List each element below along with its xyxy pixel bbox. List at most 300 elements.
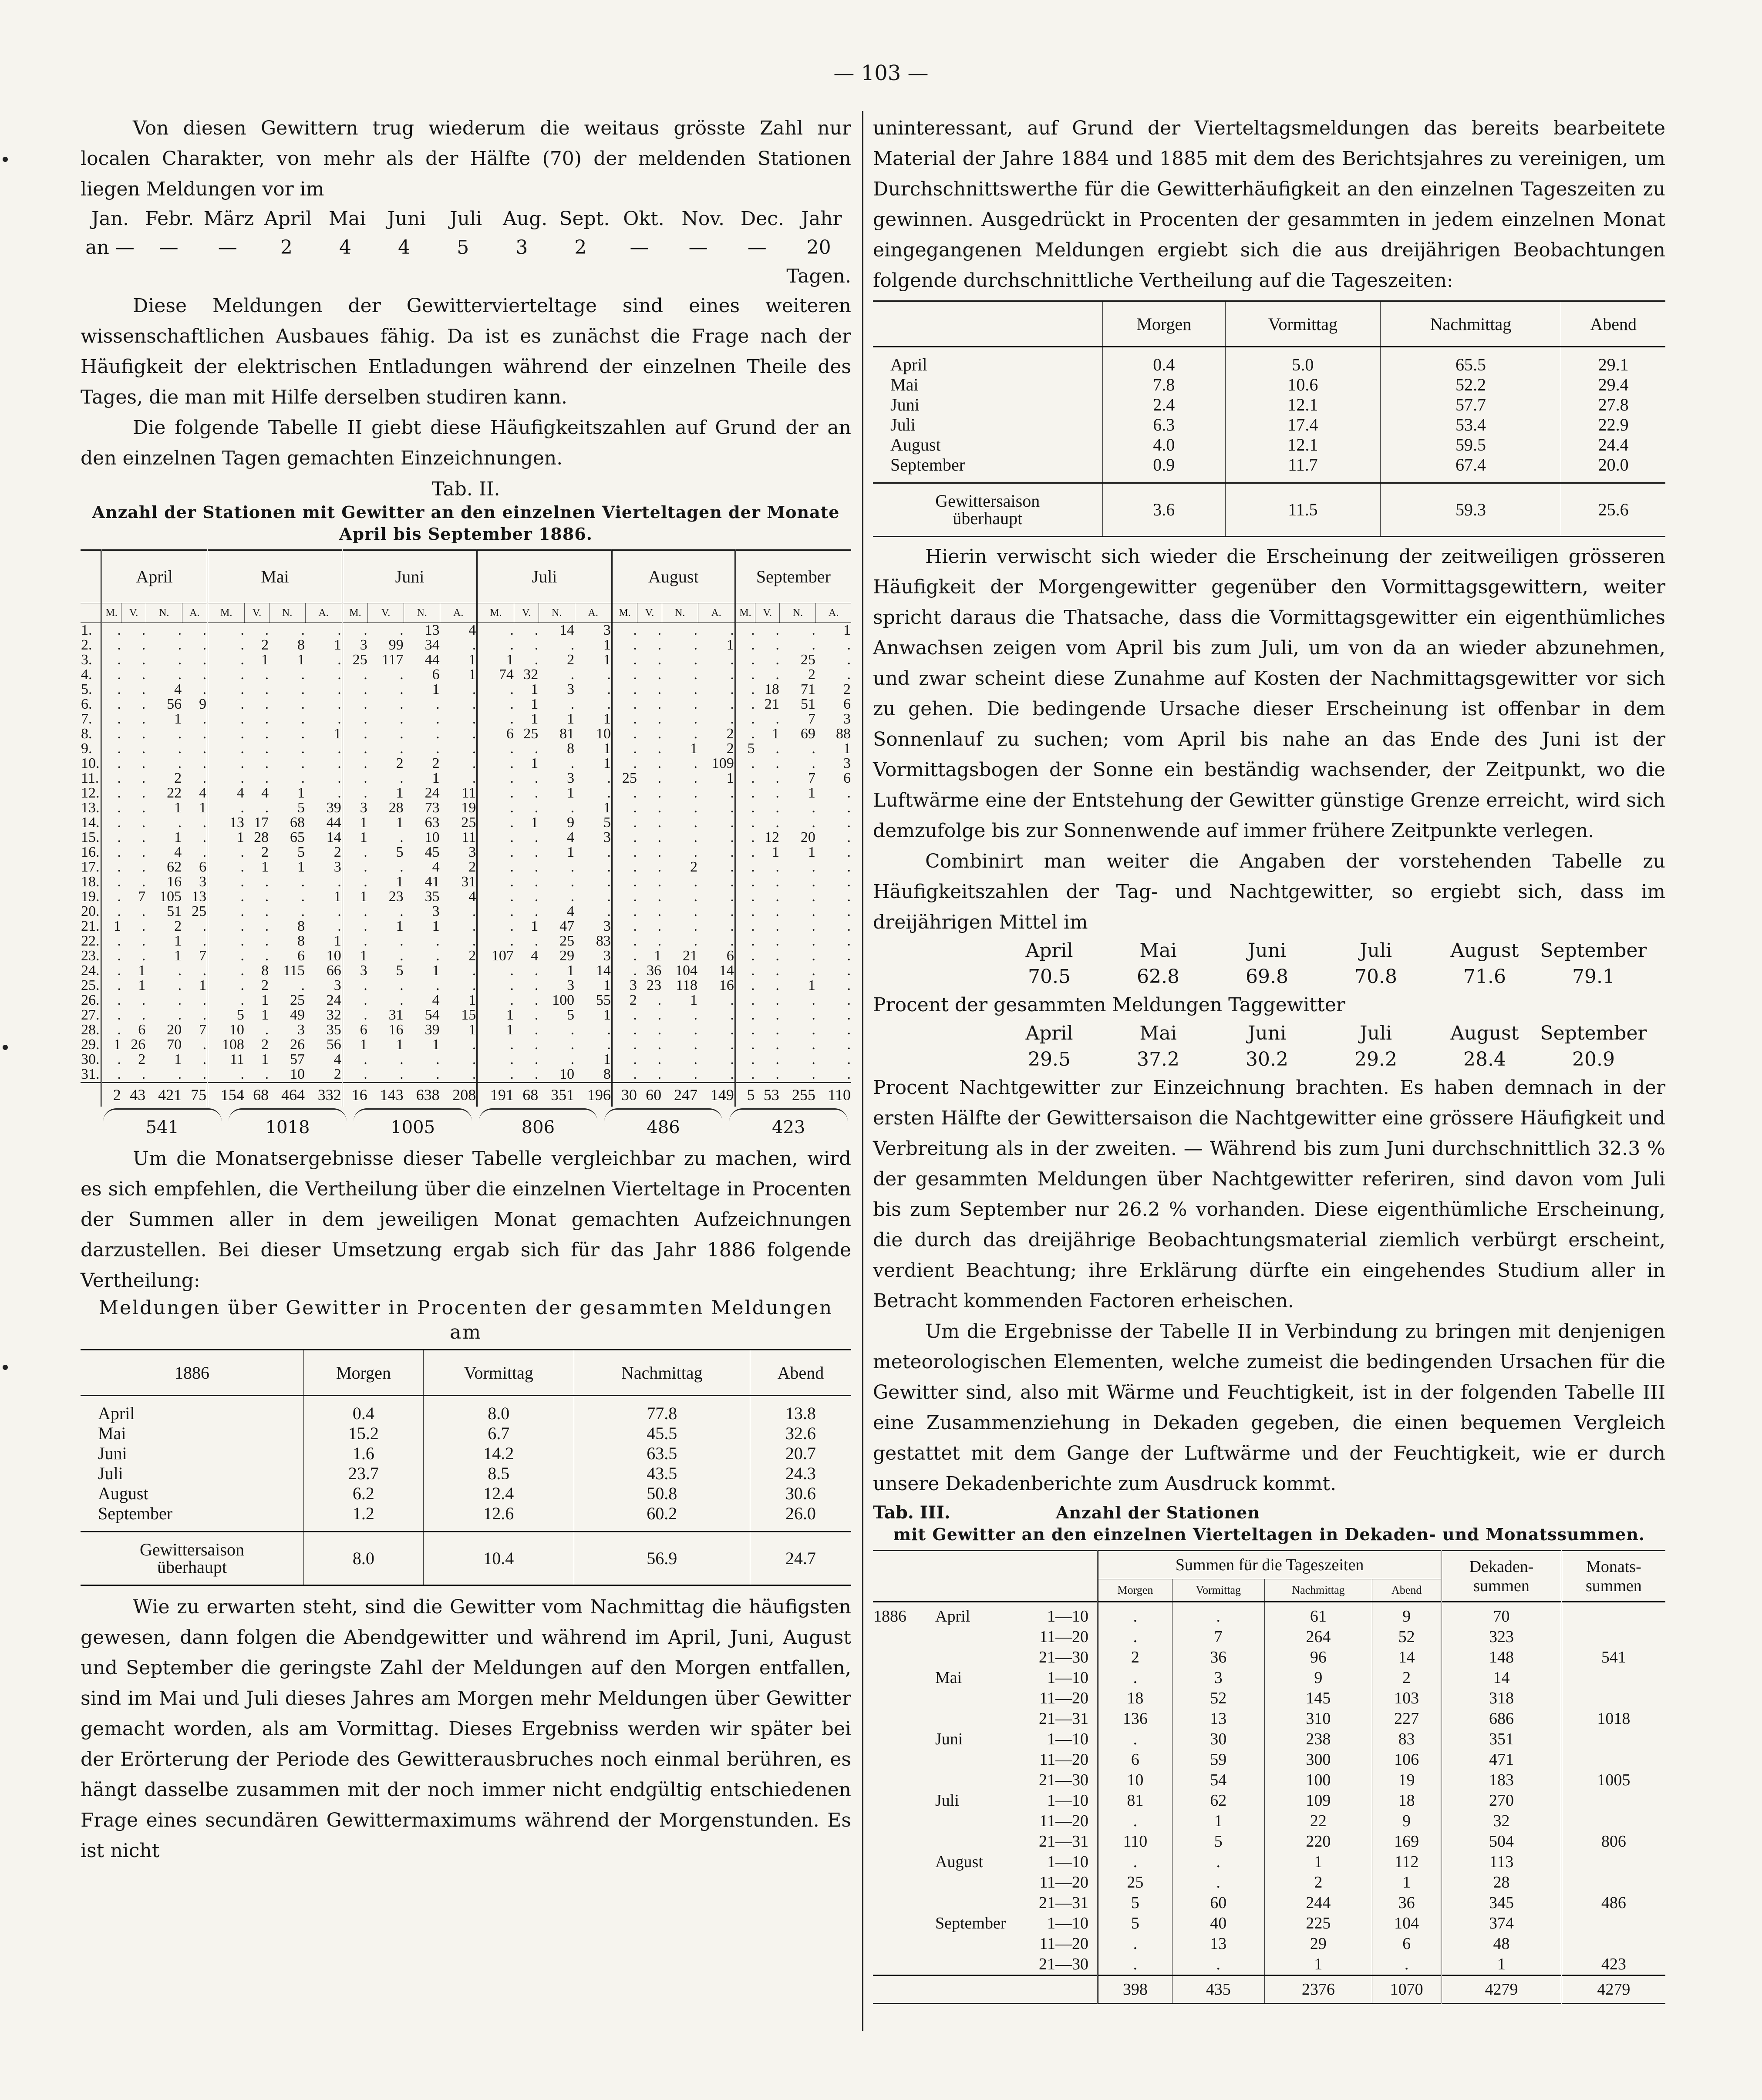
column-header: Morgen [1102,301,1226,347]
value-cell: . [1172,1872,1264,1893]
value-cell: . [301,888,305,905]
value-cell: . [775,1007,779,1023]
value-cell: . [812,814,815,831]
value-cell: . [400,740,404,757]
value-cell: 136 [1098,1709,1172,1729]
value-cell: 1 [531,918,539,934]
value-cell: . [812,740,815,757]
value-cell: . [775,992,779,1008]
value-cell: . [337,770,341,786]
value-cell: . [178,977,182,993]
table-row [81,949,851,963]
right-column [873,113,1665,2004]
value-cell: 41 [424,874,440,890]
value-cell: 74 [477,667,514,682]
sum-cell: 75 [182,1083,208,1107]
value-cell: 3 [199,874,207,890]
value-cell: . [400,859,404,875]
year-cell [873,1688,935,1709]
value-cell: . [775,962,779,979]
value-cell: . [342,667,368,682]
value-cell: . [812,918,815,934]
value-cell: 5 [1098,1893,1172,1913]
value-cell: . [607,844,611,860]
sum-cell: 43 [121,1083,146,1107]
subcolumn-header: Abend [1372,1579,1442,1602]
value-cell: . [436,711,440,727]
value-cell: . [775,948,779,964]
months-values-row [81,233,851,291]
paragraph: Combinirt man weiter die Angaben der vorstehenden Tabelle zu Häufigkeitszahlen der Tag- und Nachtgewitter, so ergiebt sich, dass im dreijährigen Mittel im [873,850,1665,933]
value-cell: . [657,874,662,890]
value-cell: . [265,770,269,786]
value-cell: 3 [843,755,851,771]
quarter-header: N. [269,603,305,623]
value-cell: . [477,904,514,919]
value-cell: . [657,785,662,801]
percent-table-average [873,300,1665,537]
value-cell: 1018 [1561,1709,1665,1729]
value-cell: . [775,859,779,875]
value-cell: . [735,1008,755,1023]
value-cell: . [202,992,207,1008]
table-row [873,1790,1665,1811]
value-cell: 10 [290,1066,305,1082]
value-cell: . [400,666,404,683]
value-cell: 6.2 [304,1484,424,1504]
table-iii [873,1550,1665,2004]
day-cell: 25. [81,977,100,993]
value-cell: 1 [603,652,611,668]
table-row [81,1484,851,1504]
value-cell: 4 [208,786,245,801]
table-row [81,638,851,653]
column-header: 1886 [81,1350,304,1396]
value-cell: 11 [462,829,476,845]
day-cell: 8. [81,726,92,742]
value-cell: . [847,814,851,831]
day-cell: 11. [81,770,99,786]
month-header: Juli [477,550,612,603]
value-cell: 1 [567,711,575,727]
value-cell: . [812,874,815,890]
value-cell: . [301,740,305,757]
day-cell: 17. [81,859,100,875]
year-cell [873,1913,935,1934]
value-cell: 6 [477,727,514,741]
value-cell: . [141,1007,146,1023]
value-cell: 10.6 [1226,375,1381,395]
value-cell: . [607,1022,611,1038]
range-cell: 1—10 [1047,1791,1088,1810]
month-cell: August [935,1853,983,1871]
value-cell: 20.0 [1561,455,1665,483]
value-cell: 423 [1561,1954,1665,1975]
day-cell: 5. [81,681,92,697]
value-cell: 1 [603,637,611,653]
month-total: 1018 [229,1108,347,1138]
value-cell: . [342,978,368,993]
sum-cell: 638 [404,1083,440,1107]
value-cell: . [400,829,404,845]
value-cell: 32 [1442,1811,1562,1831]
sum-cell: 149 [698,1083,735,1107]
value-cell: 109 [1264,1790,1372,1811]
value-cell: 115 [283,962,305,979]
value-cell: 1 [342,830,368,845]
value-cell: 100 [1264,1770,1372,1790]
value-cell: . [694,652,698,668]
table-row [81,727,851,741]
value-cell: . [101,756,121,771]
value-cell: 1 [531,755,539,771]
value-cell: . [101,1023,121,1037]
value-cell: 3 [603,948,611,964]
value-cell: . [1098,1729,1172,1750]
value-cell: . [202,1051,207,1067]
value-cell: . [735,756,755,771]
value-cell: . [612,830,637,845]
value-cell: . [472,962,476,979]
value-cell: 99 [388,637,404,653]
value-cell: . [400,948,404,964]
value-cell: 83 [1372,1729,1442,1750]
value-cell: . [400,992,404,1008]
value-cell: . [1172,1954,1264,1975]
value-cell: . [657,903,662,919]
row-value: Juli [1359,1022,1392,1044]
value-cell: . [202,918,207,934]
value-cell: 109 [711,755,734,771]
value-cell: 25 [461,814,476,831]
value-cell: 105 [159,888,182,905]
value-cell: 21 [764,696,779,712]
value-cell: 1 [432,918,440,934]
value-cell: . [534,829,539,845]
table-row [81,934,851,949]
value-cell: 2 [726,740,734,757]
value-cell: 806 [1561,1831,1665,1852]
value-cell: . [202,1037,207,1053]
value-cell: . [202,622,207,638]
quarter-header: V. [755,603,780,623]
value-cell: 5 [396,962,404,979]
value-cell: . [141,918,146,934]
value-cell: . [342,993,368,1008]
value-cell: . [101,653,121,667]
range-cell: 1—10 [1047,1914,1088,1932]
value-cell: . [208,682,245,697]
value-cell: 6 [1372,1934,1442,1954]
value-cell: 96 [1264,1647,1372,1668]
value-cell: 32 [523,666,539,683]
value-cell: 6 [843,696,851,712]
value-cell: . [730,711,734,727]
value-cell: 77.8 [574,1396,750,1424]
value-cell: . [612,623,637,638]
value-cell: 106 [1372,1750,1442,1770]
value-cell: . [775,711,779,727]
value-cell: 19 [461,800,476,816]
table-row [81,1396,851,1424]
corner-cell [81,550,101,603]
value-cell: . [208,860,245,875]
value-cell: . [735,727,755,741]
value-cell: 8 [297,637,305,653]
value-cell: . [342,771,368,786]
row-value: 70.8 [1354,966,1397,988]
value-cell: . [436,740,440,757]
value-cell: 7 [1172,1627,1264,1647]
value-cell: . [208,1067,245,1083]
value-cell: 25 [290,992,305,1008]
row-value: Juni [1247,939,1287,962]
value-cell: . [477,830,514,845]
row-label: April [890,355,927,374]
value-cell: 52.2 [1380,375,1561,395]
month-cell: Mai [935,1669,962,1687]
value-cell: 3 [603,622,611,638]
value-cell: 23 [647,977,662,993]
value-cell: . [141,814,146,831]
year-cell [873,1872,935,1893]
quarter-header: M. [342,603,368,623]
value-cell: . [735,653,755,667]
value-cell: . [735,919,755,934]
value-cell [1561,1750,1665,1770]
value-cell: . [694,1022,698,1038]
value-cell: 3 [432,903,440,919]
value-cell: . [472,770,476,786]
total-cell: 1070 [1372,1975,1442,2004]
month-label: Mai [329,208,366,230]
value-cell: . [208,801,245,815]
value-cell: . [847,1022,851,1038]
value-cell: . [775,1037,779,1053]
value-cell: . [812,637,815,653]
value-cell: . [730,800,734,816]
value-cell: . [1098,1627,1172,1647]
table-row [81,801,851,815]
value-cell: . [101,815,121,830]
table-caption: Tab. II. [431,478,500,500]
range-cell: 1—10 [1047,1607,1088,1625]
value-cell: 3 [334,977,341,993]
value-cell: . [141,874,146,890]
value-cell: . [730,992,734,1008]
value-cell: 12 [764,829,779,845]
month-value: — [218,236,237,259]
value-cell: . [847,785,851,801]
value-cell: . [812,948,815,964]
value-cell: 148 [1442,1647,1562,1668]
value-cell: . [812,800,815,816]
range-cell: 1—10 [1047,1730,1088,1748]
value-cell: 51 [800,696,815,712]
table-row [81,771,851,786]
value-cell: 54 [424,1007,440,1023]
value-cell: . [775,874,779,890]
value-cell: . [477,934,514,949]
value-cell: . [477,993,514,1008]
value-cell: 504 [1442,1831,1562,1852]
value-cell: 1 [174,948,182,964]
value-cell [1561,1602,1665,1627]
paragraph: Die folgende Tabelle II giebt diese Häufigkeitszahlen auf Grund der an den einzelnen Tagen gemachten Einzeichnungen. [81,417,851,469]
value-cell: . [178,1066,182,1082]
value-cell: 12.6 [423,1504,574,1532]
value-cell: . [472,1037,476,1053]
value-cell: 51 [167,903,182,919]
value-cell: 310 [1264,1709,1372,1729]
value-cell: 16 [719,977,734,993]
value-cell: 2 [690,859,698,875]
value-cell: . [735,786,755,801]
value-cell: 7 [199,948,207,964]
subcolumn-header: Vormittag [1172,1579,1264,1602]
table-row [873,1770,1665,1790]
sum-cell: 53 [755,1083,780,1107]
value-cell: . [436,933,440,949]
value-cell: 54 [1172,1770,1264,1790]
day-cell: 26. [81,992,100,1008]
value-cell: . [141,785,146,801]
value-cell: . [730,622,734,638]
value-cell: . [657,1007,662,1023]
value-cell: . [400,622,404,638]
value-cell: 2 [567,652,575,668]
value-cell: . [812,622,815,638]
value-cell [1561,1627,1665,1647]
value-cell: . [477,786,514,801]
day-cell: 29. [81,1037,100,1053]
margin-mark [3,157,8,162]
value-cell: . [570,666,575,683]
value-cell: . [775,1022,779,1038]
value-cell: . [612,949,637,963]
value-cell: . [337,740,341,757]
value-cell: . [812,1022,815,1038]
value-cell: . [337,711,341,727]
value-cell: 2 [334,1066,341,1082]
value-cell: . [141,681,146,697]
value-cell: . [534,844,539,860]
value-cell: 2 [808,666,815,683]
value-cell: 31 [388,1007,404,1023]
month-label: Juni [387,208,426,230]
value-cell: 4 [261,785,269,801]
row-label: Juni [98,1444,127,1463]
value-cell: 68 [290,814,305,831]
value-cell: . [301,755,305,771]
value-cell: . [612,653,637,667]
total-cell: 8.0 [304,1532,424,1585]
sum-cell: 2 [101,1083,121,1107]
value-cell: 1 [297,785,305,801]
month-label: April [264,208,312,230]
value-cell: . [570,1022,575,1038]
value-cell: 1 [808,785,815,801]
table-row [873,1934,1665,1954]
value-cell: . [694,785,698,801]
value-cell: 9 [567,814,575,831]
value-cell: 8 [297,918,305,934]
sum-cell: 421 [146,1083,182,1107]
table-row [81,697,851,712]
value-cell: . [208,727,245,741]
value-cell: . [202,962,207,979]
value-cell: . [301,726,305,742]
value-cell: 1 [432,681,440,697]
value-cell: . [812,1037,815,1053]
value-cell: 3 [843,711,851,727]
value-cell: 22 [167,785,182,801]
value-cell: . [101,727,121,741]
value-cell: 1 [432,962,440,979]
value-cell: . [612,741,637,756]
value-cell: 13 [208,815,245,830]
month-value: 4 [398,236,411,259]
value-cell: 1 [261,992,269,1008]
value-cell: . [612,801,637,815]
value-cell: 1 [396,1037,404,1053]
value-cell: . [735,934,755,949]
sum-cell: 16 [342,1083,368,1107]
value-cell: . [847,918,851,934]
month-header: Juni [342,550,477,603]
value-cell: . [208,978,245,993]
value-cell: . [730,1066,734,1082]
value-cell: . [534,1007,539,1023]
header-line: Dekaden- [1469,1557,1534,1576]
label-line: überhaupt [157,1557,227,1577]
value-cell: . [472,1051,476,1067]
row-value: Mai [1139,1022,1177,1044]
month-header: September [735,550,851,603]
sum-cell: 154 [208,1083,245,1107]
value-cell: 10 [596,726,611,742]
day-cell: 23. [81,948,100,964]
value-cell: 4 [468,622,476,638]
value-cell: . [342,741,368,756]
value-cell: . [730,652,734,668]
value-cell: 24.4 [1561,435,1665,455]
night-months-row [873,1020,1665,1047]
value-cell: 1.6 [304,1444,424,1464]
value-cell: 1 [567,962,575,979]
sum-cell: 143 [368,1083,404,1107]
table-row [81,1052,851,1067]
table-row [873,1627,1665,1647]
value-cell: 62 [1172,1790,1264,1811]
value-cell: . [570,1037,575,1053]
day-cell: 20. [81,903,100,919]
value-cell: 10 [1098,1770,1172,1790]
value-cell: . [570,859,575,875]
value-cell: 59 [1172,1750,1264,1770]
value-cell: . [694,637,698,653]
value-cell: . [534,859,539,875]
value-cell: . [694,696,698,712]
row-value: September [1540,939,1647,962]
value-cell: . [657,814,662,831]
value-cell: 2 [261,637,269,653]
value-cell: . [612,712,637,727]
value-cell: . [775,652,779,668]
table-row [81,1424,851,1444]
value-cell: 40 [1172,1913,1264,1934]
value-cell: . [694,1051,698,1067]
